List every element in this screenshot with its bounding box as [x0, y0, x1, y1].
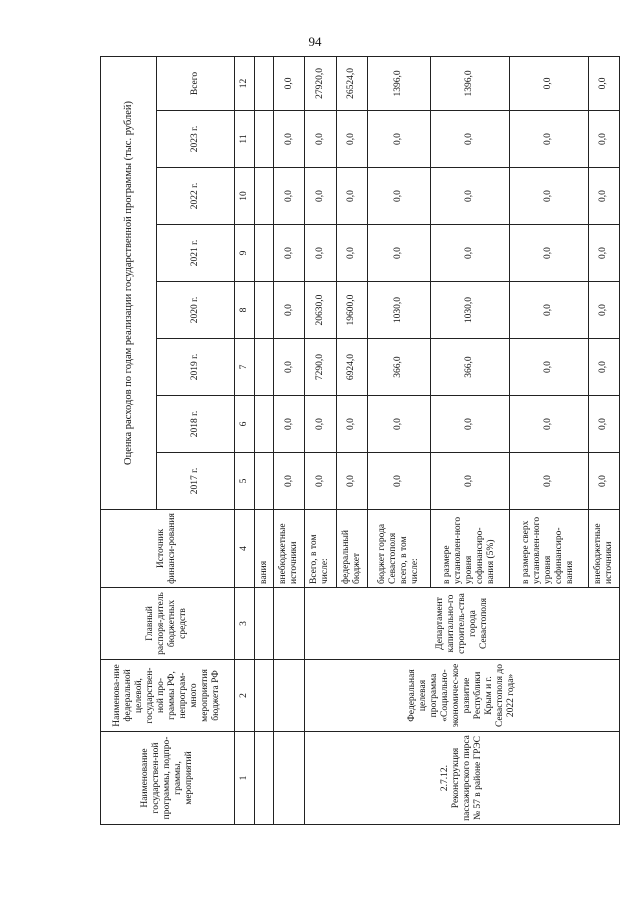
funding-source: в размере установлен-ного уровня софинансиро-вания (5%) [430, 510, 509, 588]
value-cell: 1030,0 [430, 282, 509, 339]
table-row [305, 56, 336, 824]
value-cell: 0,0 [273, 339, 304, 396]
funding-source: бюджет города Севастополя всего, в том числе: [368, 510, 431, 588]
value-cell: 0,0 [509, 282, 588, 339]
value-cell: 0,0 [509, 453, 588, 510]
funding-source: Всего, в том числе: [305, 510, 336, 588]
funding-source: в размере сверх установлен-ного уровня софинансиро-вания [509, 510, 588, 588]
header-year: 2022 г. [157, 168, 234, 225]
page-number: 94 [308, 34, 322, 49]
budget-table [100, 56, 620, 825]
header-year: 2019 г. [157, 339, 234, 396]
value-cell: 0,0 [588, 453, 619, 510]
header-year: 2023 г. [157, 111, 234, 168]
funding-source: федеральный бюджет [336, 510, 367, 588]
column-number: 4 [234, 510, 255, 588]
value-cell: 0,0 [509, 168, 588, 225]
value-cell: 0,0 [430, 396, 509, 453]
value-cell: 0,0 [336, 111, 367, 168]
value-cell: 0,0 [588, 282, 619, 339]
value-cell: 0,0 [588, 168, 619, 225]
value-cell: 0,0 [273, 111, 304, 168]
value-cell: 0,0 [336, 225, 367, 282]
value-cell: 0,0 [336, 168, 367, 225]
value-cell: 0,0 [273, 225, 304, 282]
value-cell: 0,0 [430, 453, 509, 510]
column-number: 5 [234, 453, 255, 510]
total-cell: 0,0 [509, 56, 588, 110]
column-number: 3 [234, 588, 255, 660]
header-year: 2018 г. [157, 396, 234, 453]
value-cell: 0,0 [588, 111, 619, 168]
value-cell: 0,0 [305, 396, 336, 453]
header-source: Источник финанси-рования [101, 510, 235, 588]
value-cell: 0,0 [368, 225, 431, 282]
funding-source: внебюджетные источники [273, 510, 304, 588]
value-cell: 0,0 [509, 339, 588, 396]
value-cell: 0,0 [588, 225, 619, 282]
total-cell: 27920,0 [305, 56, 336, 110]
value-cell: 0,0 [305, 453, 336, 510]
value-cell: 0,0 [273, 396, 304, 453]
value-cell: 20630,0 [305, 282, 336, 339]
value-cell: 0,0 [368, 453, 431, 510]
total-cell: 1396,0 [430, 56, 509, 110]
source-tail: вания [255, 510, 274, 588]
column-number: 12 [234, 56, 255, 110]
header-federal-program: Наименова-ние федеральной целевой, государствен-ной про-граммы РФ, непрограм-много мероприятия бюджета РФ [101, 660, 235, 732]
value-cell: 0,0 [430, 225, 509, 282]
value-cell: 0,0 [430, 111, 509, 168]
value-cell: 0,0 [273, 282, 304, 339]
value-cell: 7290,0 [305, 339, 336, 396]
budget-table-rotated [100, 60, 620, 825]
value-cell: 366,0 [368, 339, 431, 396]
column-number: 2 [234, 660, 255, 732]
column-number: 7 [234, 339, 255, 396]
header-year: 2021 г. [157, 225, 234, 282]
value-cell: 0,0 [368, 396, 431, 453]
value-cell: 0,0 [305, 225, 336, 282]
value-cell: 0,0 [336, 396, 367, 453]
value-cell: 0,0 [273, 168, 304, 225]
value-cell: 0,0 [509, 111, 588, 168]
table-row [273, 56, 304, 824]
value-cell: 0,0 [305, 111, 336, 168]
value-cell: 366,0 [430, 339, 509, 396]
value-cell: 0,0 [588, 339, 619, 396]
header-year: 2017 г. [157, 453, 234, 510]
budget-manager: Департамент капитально-го строитель-ства города Севастополя [305, 588, 620, 660]
funding-source: внебюджетные источники [588, 510, 619, 588]
value-cell: 0,0 [305, 168, 336, 225]
header-total: Всего [157, 56, 234, 110]
value-cell: 0,0 [509, 225, 588, 282]
total-cell: 0,0 [273, 56, 304, 110]
federal-program-name: Федеральная целевая программа «Социально-экономичес-кое развитие Республики Крым и г. Севастополя до 2022 года» [305, 660, 620, 732]
value-cell: 0,0 [430, 168, 509, 225]
value-cell: 0,0 [368, 168, 431, 225]
header-expense-estimate: Оценка расходов по годам реализации государственной программы (тыс. рублей) [101, 56, 157, 509]
column-number: 6 [234, 396, 255, 453]
value-cell: 1030,0 [368, 282, 431, 339]
total-cell: 1396,0 [368, 56, 431, 110]
value-cell: 0,0 [588, 396, 619, 453]
header-year: 2020 г. [157, 282, 234, 339]
header-manager: Главный распоря-дитель бюджетных средств [101, 588, 235, 660]
column-number: 8 [234, 282, 255, 339]
measure-name: 2.7.12. Реконструкция пассажирского пирса № 57 в районе ГРЭС [305, 732, 620, 825]
value-cell: 0,0 [273, 453, 304, 510]
value-cell: 0,0 [509, 396, 588, 453]
column-number: 10 [234, 168, 255, 225]
value-cell: 6924,0 [336, 339, 367, 396]
value-cell: 0,0 [336, 453, 367, 510]
total-cell: 26524,0 [336, 56, 367, 110]
header-program-name: Наименование государствен-ной программы, подпро-граммы, мероприятий [101, 732, 235, 825]
value-cell: 19600,0 [336, 282, 367, 339]
column-number: 11 [234, 111, 255, 168]
value-cell: 0,0 [368, 111, 431, 168]
total-cell: 0,0 [588, 56, 619, 110]
column-number: 1 [234, 732, 255, 825]
column-number: 9 [234, 225, 255, 282]
